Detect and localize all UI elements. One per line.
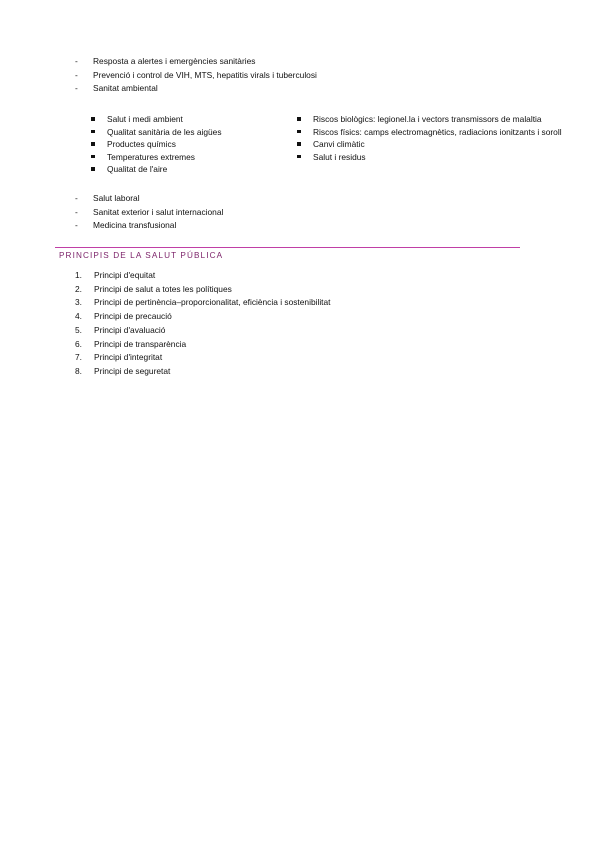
list-item — [72, 219, 223, 233]
list-item-text: Principi de precaució — [94, 311, 172, 322]
square-bullet-icon — [91, 155, 95, 159]
dash-marker: - — [75, 56, 78, 66]
list-number: 3. — [75, 297, 82, 308]
square-bullet-icon — [297, 117, 301, 121]
list-number: 4. — [75, 311, 82, 322]
square-bullet-icon — [297, 142, 301, 146]
square-bullet-icon — [297, 130, 301, 134]
list-item — [72, 338, 331, 352]
section-heading: PRINCIPIS DE LA SALUT PÚBLICA — [59, 251, 224, 260]
list-number: 6. — [75, 338, 82, 349]
list-item-text: Principi de salut a totes les polítiques — [94, 283, 232, 294]
list-number: 2. — [75, 283, 82, 294]
list-number: 8. — [75, 365, 82, 376]
list-item-text: Resposta a alertes i emergències sanitàries — [93, 56, 256, 66]
list-item-text: Temperatures extremes — [107, 151, 195, 162]
list-item — [89, 113, 279, 126]
list-number: 5. — [75, 324, 82, 335]
list-item — [89, 138, 279, 151]
square-bullet-icon — [91, 130, 95, 134]
list-item — [89, 163, 279, 176]
list-item — [72, 324, 331, 338]
square-bullet-icon — [91, 117, 95, 121]
list-item — [72, 69, 317, 83]
list-item — [72, 283, 331, 297]
list-item — [72, 296, 331, 310]
list-number: 1. — [75, 270, 82, 280]
dash-marker: - — [75, 193, 78, 203]
dash-marker: - — [75, 83, 78, 93]
list-item-text: Canvi climàtic — [313, 139, 365, 149]
list-item-text: Riscos biològics: legionel.la i vectors transmissors de malaltia — [313, 114, 542, 124]
list-item — [72, 192, 223, 206]
list-item-text: Prevenció i control de VIH, MTS, hepatitis virals i tuberculosi — [93, 69, 317, 80]
list-item-text: Principi d'avaluació — [94, 324, 166, 335]
list-item-text: Riscos físics: camps electromagnètics, radiacions ionitzants i soroll — [313, 126, 562, 137]
square-bullet-icon — [91, 167, 95, 171]
service-list-top — [72, 55, 317, 96]
list-item-text: Qualitat de l'aire — [107, 164, 168, 174]
list-item-text: Productes químics — [107, 139, 176, 149]
dash-marker: - — [75, 69, 78, 80]
list-item-text: Principi d'integritat — [94, 352, 163, 363]
list-item — [295, 126, 565, 139]
list-item — [72, 269, 331, 283]
list-item-text: Salut laboral — [93, 193, 140, 203]
dash-marker: - — [75, 206, 78, 217]
list-item-text: Salut i residus — [313, 151, 366, 162]
list-item-text: Medicina transfusional — [93, 220, 177, 230]
square-bullet-icon — [91, 142, 95, 146]
list-item — [72, 82, 317, 96]
sanitat-ambiental-left-column — [89, 113, 279, 176]
dash-marker: - — [75, 220, 78, 230]
list-item — [72, 351, 331, 365]
list-item — [72, 55, 317, 69]
list-item — [295, 113, 565, 126]
list-item-text: Sanitat ambiental — [93, 83, 158, 93]
list-item — [295, 151, 565, 164]
list-item — [89, 151, 279, 164]
list-item — [89, 126, 279, 139]
list-number: 7. — [75, 352, 82, 363]
list-item — [295, 138, 565, 151]
list-item-text: Salut i medi ambient — [107, 114, 183, 124]
list-item — [72, 206, 223, 220]
list-item-text: Principi de transparència — [94, 338, 187, 349]
service-list-bottom — [72, 192, 223, 233]
list-item-text: Principi de seguretat — [94, 365, 171, 376]
section-divider — [55, 247, 520, 248]
list-item — [72, 365, 331, 379]
list-item — [72, 310, 331, 324]
list-item-text: Sanitat exterior i salut internacional — [93, 206, 224, 217]
list-item-text: Qualitat sanitària de les aigües — [107, 126, 222, 137]
principles-list — [72, 269, 331, 379]
sanitat-ambiental-right-column — [295, 113, 565, 163]
square-bullet-icon — [297, 155, 301, 159]
list-item-text: Principi d'equitat — [94, 270, 156, 280]
list-item-text: Principi de pertinència–proporcionalitat, eficiència i sostenibilitat — [94, 297, 331, 308]
